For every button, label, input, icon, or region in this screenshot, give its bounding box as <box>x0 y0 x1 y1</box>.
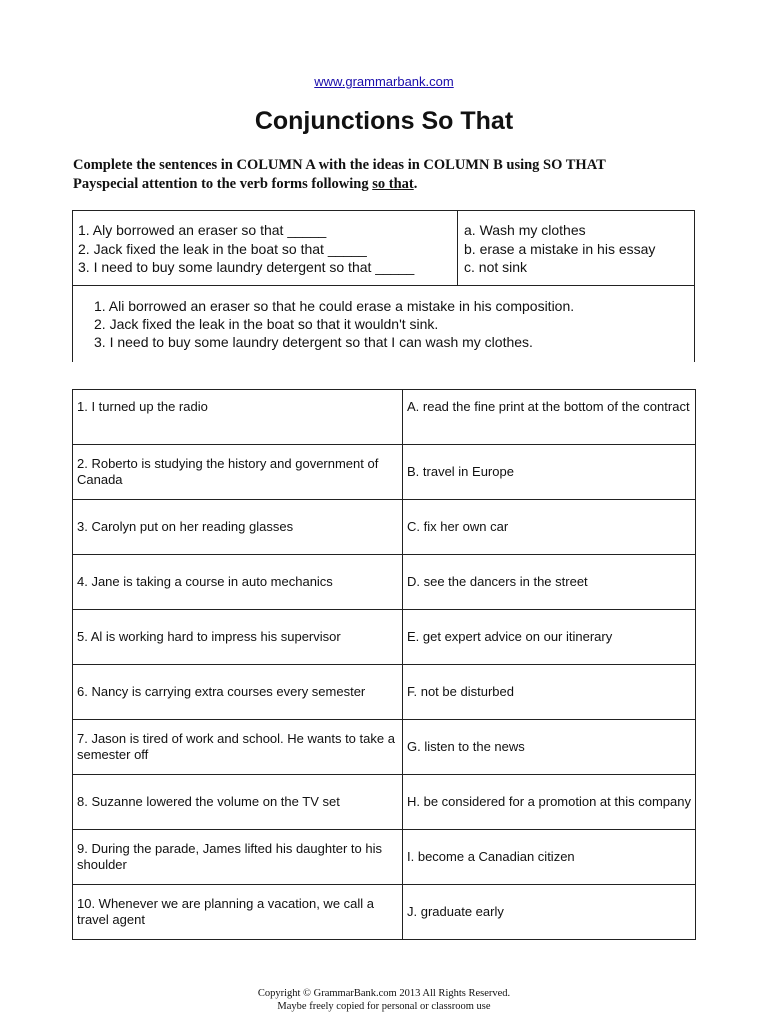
table-row <box>73 665 696 720</box>
table-row <box>73 775 696 830</box>
footer-copyright: Copyright © GrammarBank.com 2013 All Rights Reserved. <box>257 988 511 999</box>
instructions-line-2 <box>73 175 713 194</box>
instructions-so-that: so that <box>372 176 414 192</box>
exercise-table <box>72 389 696 940</box>
example-b-item: c. not sink <box>464 259 528 275</box>
table-row <box>73 500 696 555</box>
table-row <box>73 555 696 610</box>
footer-note: Maybe freely copied for personal or classroom use <box>277 1001 491 1012</box>
example-answers <box>94 297 574 351</box>
instructions <box>73 156 713 194</box>
example-answer: 1. Ali borrowed an eraser so that he could erase a mistake in his composition. <box>94 298 575 314</box>
example-column-b <box>458 211 694 286</box>
example-answer: 3. I need to buy some laundry detergent so that I can wash my clothes. <box>94 334 533 350</box>
instructions-line-2-suffix: . <box>413 176 418 192</box>
column-b-cell: G. listen to the news <box>403 720 696 775</box>
example-b-item: b. erase a mistake in his essay <box>464 240 656 257</box>
table-row <box>73 885 696 940</box>
site-link[interactable]: www.grammarbank.com <box>314 74 454 89</box>
column-b-cell: D. see the dancers in the street <box>403 555 696 610</box>
example-a-item: 1. Aly borrowed an eraser so that _____ <box>78 222 327 238</box>
column-a-cell: 4. Jane is taking a course in auto mechanics <box>73 555 403 610</box>
column-b-cell: C. fix her own car <box>403 500 696 555</box>
column-b-cell: B. travel in Europe <box>403 445 696 500</box>
column-a-cell: 10. Whenever we are planning a vacation, we call a travel agent <box>73 885 403 940</box>
instructions-line-1: Complete the sentences in COLUMN A with the ideas in COLUMN B using SO THAT <box>73 157 606 173</box>
column-b-cell: E. get expert advice on our itinerary <box>403 610 696 665</box>
table-row <box>73 445 696 500</box>
example-b-item: a. Wash my clothes <box>464 222 586 238</box>
example-box <box>72 210 695 362</box>
example-a-item: 2. Jack fixed the leak in the boat so that _____ <box>78 240 367 257</box>
column-b-cell: I. become a Canadian citizen <box>403 830 696 885</box>
table-row <box>73 830 696 885</box>
column-b-cell: J. graduate early <box>403 885 696 940</box>
column-a-cell: 3. Carolyn put on her reading glasses <box>73 500 403 555</box>
table-row <box>73 390 696 445</box>
column-a-cell: 7. Jason is tired of work and school. He wants to take a semester off <box>73 720 403 775</box>
column-a-cell: 5. Al is working hard to impress his supervisor <box>73 610 403 665</box>
footer <box>0 987 768 1013</box>
table-row <box>73 610 696 665</box>
column-a-cell: 9. During the parade, James lifted his daughter to his shoulder <box>73 830 403 885</box>
column-b-cell: H. be considered for a promotion at this company <box>403 775 696 830</box>
example-a-item: 3. I need to buy some laundry detergent so that _____ <box>78 259 415 275</box>
column-a-cell: 1. I turned up the radio <box>73 390 403 445</box>
example-answer: 2. Jack fixed the leak in the boat so that it wouldn't sink. <box>94 316 439 332</box>
column-b-cell: A. read the fine print at the bottom of the contract <box>403 390 696 445</box>
column-a-cell: 6. Nancy is carrying extra courses every semester <box>73 665 403 720</box>
column-a-cell: 2. Roberto is studying the history and government of Canada <box>73 445 403 500</box>
page-title: Conjunctions So That <box>254 107 514 135</box>
column-a-cell: 8. Suzanne lowered the volume on the TV set <box>73 775 403 830</box>
instructions-line-2-prefix: Payspecial attention to the verb forms following <box>73 176 373 192</box>
table-row <box>73 720 696 775</box>
column-b-cell: F. not be disturbed <box>403 665 696 720</box>
example-column-a <box>73 211 458 286</box>
